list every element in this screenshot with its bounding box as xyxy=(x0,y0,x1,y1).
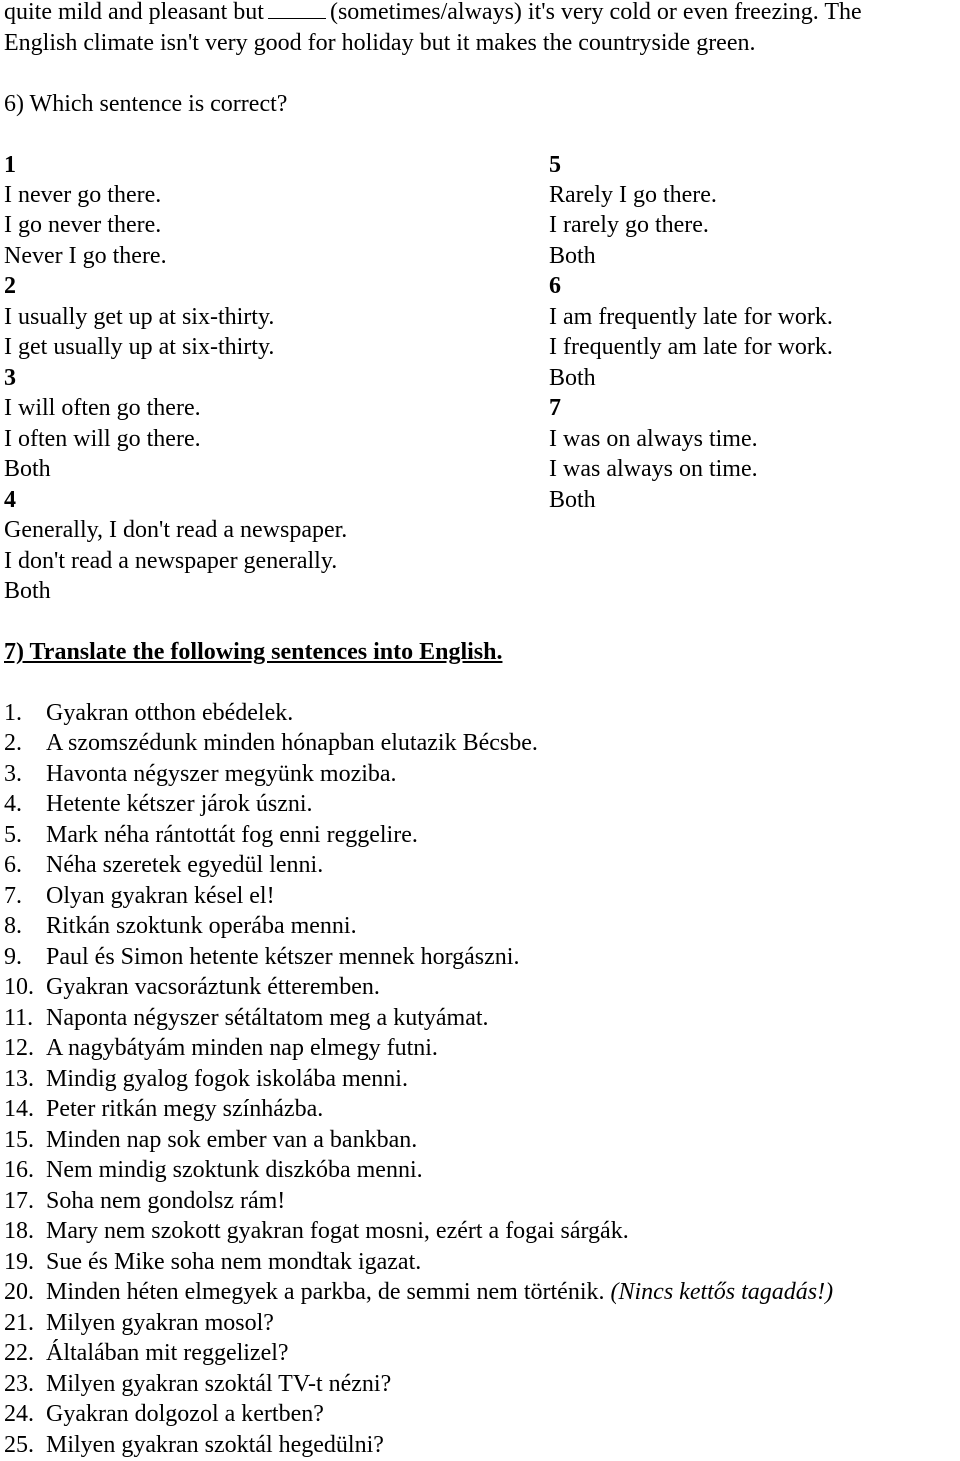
q7-item-number: 2. xyxy=(4,730,22,756)
q7-item-text: A nagybátyám minden nap elmegy futni. xyxy=(46,1035,438,1061)
q7-item xyxy=(4,1338,289,1368)
q7-item xyxy=(4,789,313,819)
q6-item-6-option-2: I frequently am late for work. xyxy=(549,334,833,360)
q7-item xyxy=(4,942,519,972)
q7-item xyxy=(4,1125,417,1155)
q7-item-number: 8. xyxy=(4,913,22,939)
q6-item-5-option-3: Both xyxy=(549,243,596,269)
q7-item xyxy=(4,881,275,911)
q7-item-number: 1. xyxy=(4,700,22,726)
q6-item-6-option-3: Both xyxy=(549,365,596,391)
q6-title: 6) Which sentence is correct? xyxy=(4,91,288,117)
q7-item xyxy=(4,1399,324,1429)
q7-item-text: Paul és Simon hetente kétszer mennek horgászni. xyxy=(46,944,520,970)
intro-line-1-after: (sometimes/always) it's very cold or even freezing. The xyxy=(329,0,862,25)
q7-item-number: 23. xyxy=(4,1371,34,1397)
q6-item-5-option-2: I rarely go there. xyxy=(549,212,709,238)
q6-item-7-option-2: I was always on time. xyxy=(549,456,758,482)
q7-item-text: Minden nap sok ember van a bankban. xyxy=(46,1127,418,1153)
q7-item xyxy=(4,1064,408,1094)
q7-item-note: (Nincs kettős tagadás!) xyxy=(610,1279,834,1305)
q7-item xyxy=(4,1308,274,1338)
q7-item-number: 10. xyxy=(4,974,34,1000)
q7-item xyxy=(4,1003,489,1033)
q7-item-number: 12. xyxy=(4,1035,34,1061)
q7-title: 7) Translate the following sentences into English. xyxy=(4,639,503,665)
q6-item-1-option-1: I never go there. xyxy=(4,182,162,208)
q7-item-number: 17. xyxy=(4,1188,34,1214)
q7-item-number: 20. xyxy=(4,1279,34,1305)
q7-item-text: Soha nem gondolsz rám! xyxy=(46,1188,286,1214)
q6-item-4-option-3: Both xyxy=(4,578,51,604)
q6-item-2-option-1: I usually get up at six-thirty. xyxy=(4,304,275,330)
q7-item xyxy=(4,1186,285,1216)
q7-item-number: 5. xyxy=(4,822,22,848)
q7-item xyxy=(4,1033,438,1063)
q6-item-4-option-1: Generally, I don't read a newspaper. xyxy=(4,517,348,543)
q6-item-3-option-3: Both xyxy=(4,456,51,482)
q6-item-1-number: 1 xyxy=(4,152,16,178)
q7-item-text: Milyen gyakran mosol? xyxy=(46,1310,274,1336)
q6-item-1-option-3: Never I go there. xyxy=(4,243,167,269)
q7-item-number: 9. xyxy=(4,944,22,970)
q7-item-text: Sue és Mike soha nem mondtak igazat. xyxy=(46,1249,422,1275)
q7-item-text: A szomszédunk minden hónapban elutazik Bécsbe. xyxy=(46,730,538,756)
q7-item xyxy=(4,1369,391,1399)
q7-item-text: Peter ritkán megy színházba. xyxy=(46,1096,324,1122)
q7-item xyxy=(4,728,538,758)
q7-item-number: 19. xyxy=(4,1249,34,1275)
intro-line-2: English climate isn't very good for holiday but it makes the countryside green. xyxy=(4,30,756,56)
q7-item xyxy=(4,1430,384,1460)
q6-item-2-option-2: I get usually up at six-thirty. xyxy=(4,334,275,360)
q6-item-3-option-2: I often will go there. xyxy=(4,426,201,452)
q7-item xyxy=(4,1094,323,1124)
q7-item-text: Mark néha rántottát fog enni reggelire. xyxy=(46,822,418,848)
q7-item-text: Mindig gyalog fogok iskolába menni. xyxy=(46,1066,408,1092)
q6-item-3-option-1: I will often go there. xyxy=(4,395,201,421)
q7-item-text: Minden héten elmegyek a parkba, de semmi nem történik. xyxy=(46,1279,605,1305)
q7-item-number: 3. xyxy=(4,761,22,787)
q6-item-4-option-2: I don't read a newspaper generally. xyxy=(4,548,338,574)
q7-item xyxy=(4,1247,421,1277)
q7-item-text: Gyakran dolgozol a kertben? xyxy=(46,1401,324,1427)
q7-item xyxy=(4,850,323,880)
q7-item xyxy=(4,1155,423,1185)
q7-item-number: 15. xyxy=(4,1127,34,1153)
q6-item-6-number: 6 xyxy=(549,273,561,299)
fill-in-blank xyxy=(268,0,326,19)
q7-item xyxy=(4,911,357,941)
q7-item-text: Hetente kétszer járok úszni. xyxy=(46,791,313,817)
q7-item-text: Néha szeretek egyedül lenni. xyxy=(46,852,324,878)
q7-item xyxy=(4,972,380,1002)
q6-item-3-number: 3 xyxy=(4,365,16,391)
q6-item-5-number: 5 xyxy=(549,152,561,178)
q6-item-5-option-1: Rarely I go there. xyxy=(549,182,717,208)
q7-item xyxy=(4,698,293,728)
q7-item xyxy=(4,1216,629,1246)
q7-item-number: 24. xyxy=(4,1401,34,1427)
q7-item-number: 25. xyxy=(4,1432,34,1458)
q7-item-number: 22. xyxy=(4,1340,34,1366)
q6-item-1-option-2: I go never there. xyxy=(4,212,162,238)
q6-item-4-number: 4 xyxy=(4,487,16,513)
q7-item-text: Olyan gyakran késel el! xyxy=(46,883,275,909)
q7-item-number: 13. xyxy=(4,1066,34,1092)
q7-item-text: Gyakran otthon ebédelek. xyxy=(46,700,294,726)
q7-item-text: Általában mit reggelizel? xyxy=(46,1340,289,1366)
q7-item-text: Ritkán szoktunk operába menni. xyxy=(46,913,357,939)
q7-item xyxy=(4,1277,833,1307)
q6-item-7-option-1: I was on always time. xyxy=(549,426,758,452)
intro-line-1-before: quite mild and pleasant but xyxy=(4,0,264,25)
q7-item-number: 7. xyxy=(4,883,22,909)
q7-item-text: Naponta négyszer sétáltatom meg a kutyámat. xyxy=(46,1005,489,1031)
q7-item-number: 14. xyxy=(4,1096,34,1122)
q6-item-7-option-3: Both xyxy=(549,487,596,513)
q6-item-7-number: 7 xyxy=(549,395,561,421)
q7-item-number: 4. xyxy=(4,791,22,817)
q7-item-text: Mary nem szokott gyakran fogat mosni, ezért a fogai sárgák. xyxy=(46,1218,629,1244)
q7-item-number: 11. xyxy=(4,1005,34,1031)
q7-item-text: Milyen gyakran szoktál hegedülni? xyxy=(46,1432,384,1458)
q7-item-number: 21. xyxy=(4,1310,34,1336)
q6-item-2-number: 2 xyxy=(4,273,16,299)
q7-item-number: 16. xyxy=(4,1157,34,1183)
q7-item-text: Gyakran vacsoráztunk étteremben. xyxy=(46,974,380,1000)
q7-item xyxy=(4,820,418,850)
q7-item-number: 6. xyxy=(4,852,22,878)
q6-item-6-option-1: I am frequently late for work. xyxy=(549,304,833,330)
q7-item-text: Milyen gyakran szoktál TV-t nézni? xyxy=(46,1371,392,1397)
q7-item-text: Havonta négyszer megyünk moziba. xyxy=(46,761,397,787)
q7-item-text: Nem mindig szoktunk diszkóba menni. xyxy=(46,1157,423,1183)
q7-item xyxy=(4,759,397,789)
intro-line-1 xyxy=(4,0,862,27)
q7-item-number: 18. xyxy=(4,1218,34,1244)
